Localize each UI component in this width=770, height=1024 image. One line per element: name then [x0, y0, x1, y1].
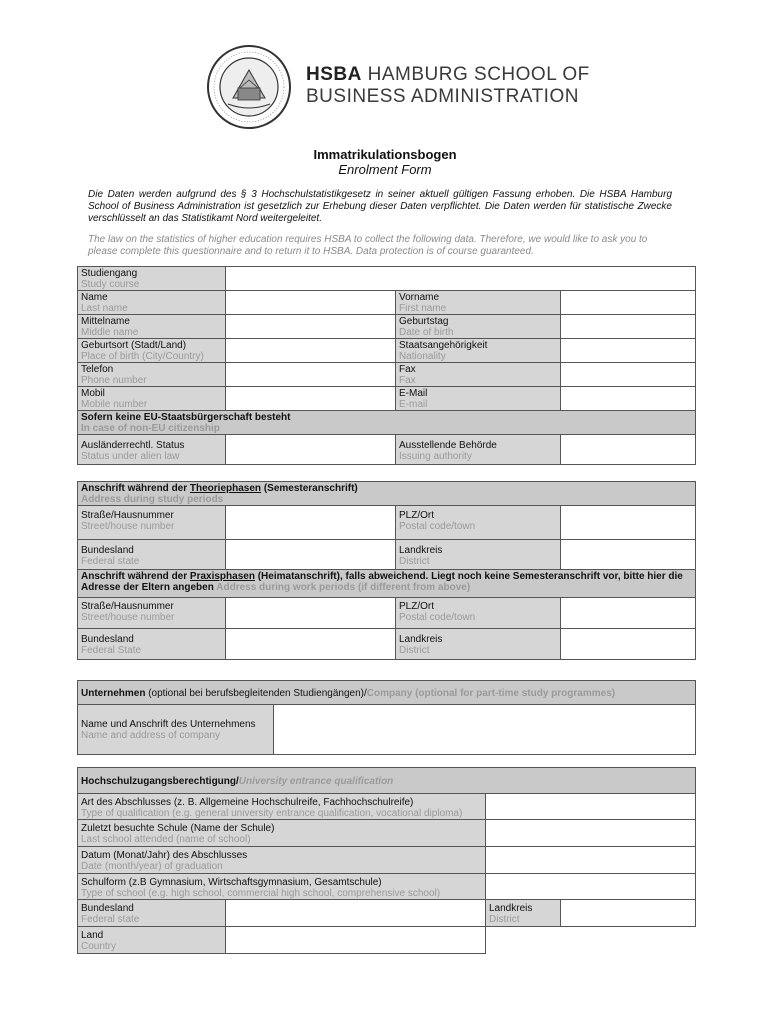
street-label: Straße/Hausnummer Street/house number [78, 506, 226, 540]
district2-field[interactable] [561, 629, 696, 660]
issuing-authority-label: Ausstellende Behörde Issuing authority [396, 435, 561, 465]
form-title-english: Enrolment Form [338, 162, 432, 177]
graduation-date-field[interactable] [486, 847, 696, 874]
company-section-header: Unternehmen (optional bei berufsbegleitenden Studiengängen)/Company (optional for part-time study programmes) [78, 681, 696, 705]
birthday-field[interactable] [561, 315, 696, 339]
company-name-field[interactable] [274, 705, 696, 755]
company-name-label: Name und Anschrift des Unternehmens Name and address of company [78, 705, 274, 755]
phone-field[interactable] [226, 363, 396, 387]
fax-field[interactable] [561, 363, 696, 387]
street-field[interactable] [226, 506, 396, 540]
state2-field[interactable] [226, 629, 396, 660]
graduation-date-label: Datum (Monat/Jahr) des Abschlusses Date (month/year) of graduation [78, 847, 486, 874]
state-field[interactable] [226, 540, 396, 570]
alien-status-field[interactable] [226, 435, 396, 465]
empty-area [486, 927, 696, 954]
district2-label: Landkreis District [396, 629, 561, 660]
personal-data-table [77, 266, 696, 465]
nationality-field[interactable] [561, 339, 696, 363]
nationality-label: Staatsangehörigkeit Nationality [396, 339, 561, 363]
mobile-label: Mobil Mobile number [78, 387, 226, 411]
email-field[interactable] [561, 387, 696, 411]
intro-text-german: Die Daten werden aufgrund des § 3 Hochschulstatistikgesetz in seiner aktuell gültigen Fassung erhoben. Die HSBA Hamburg School of Business Administration ist gesetzlich zur Erhebung dieser Daten verpflichtet. Die Daten werden für statistische Zwecke verschlüsselt an das Statistikamt Nord weitergeleitet. [88, 189, 672, 224]
birthday-label: Geburtstag Date of birth [396, 315, 561, 339]
theory-address-header: Anschrift während der Theoriephasen (Semesteranschrift) Address during study periods [78, 482, 696, 506]
zip-town2-label: PLZ/Ort Postal code/town [396, 598, 561, 629]
address-table [77, 481, 696, 660]
entrance-qualification-table [77, 767, 696, 954]
school-country-field[interactable] [226, 927, 486, 954]
school-district-field[interactable] [561, 900, 696, 927]
zip-town-label: PLZ/Ort Postal code/town [396, 506, 561, 540]
zip-town-field[interactable] [561, 506, 696, 540]
company-table [77, 680, 696, 755]
non-eu-section-header: Sofern keine EU-Staatsbürgerschaft besteht In case of non-EU citizenship [78, 411, 696, 435]
brand-name-line2: BUSINESS ADMINISTRATION [306, 86, 579, 107]
birthplace-label: Geburtsort (Stadt/Land) Place of birth (City/Country) [78, 339, 226, 363]
zip-town2-field[interactable] [561, 598, 696, 629]
hsba-seal-logo [206, 44, 292, 130]
middle-name-field[interactable] [226, 315, 396, 339]
brand-name-line1: HSBA HAMBURG SCHOOL OF [306, 64, 590, 85]
street2-field[interactable] [226, 598, 396, 629]
study-course-field[interactable] [226, 267, 696, 291]
middle-name-label: Mittelname Middle name [78, 315, 226, 339]
practice-address-header: Anschrift während der Praxisphasen (Heimatanschrift), falls abweichend. Liegt noch keine Semesteranschrift vor, bitte hier die Adresse der Eltern angeben Address during work periods (if different from above) [78, 570, 696, 598]
alien-status-label: Ausländerrechtl. Status Status under alien law [78, 435, 226, 465]
degree-type-field[interactable] [486, 794, 696, 820]
mobile-field[interactable] [226, 387, 396, 411]
fax-label: Fax Fax [396, 363, 561, 387]
page-header [200, 44, 590, 134]
phone-label: Telefon Phone number [78, 363, 226, 387]
school-type-label: Schulform (z.B Gymnasium, Wirtschaftsgymnasium, Gesamtschule) Type of school (e.g. high school, commercial high school, comprehensive school) [78, 874, 486, 900]
degree-type-label: Art des Abschlusses (z. B. Allgemeine Hochschulreife, Fachhochschulreife) Type of qualification (e.g. general university entrance qualification, vocational diploma) [78, 794, 486, 820]
form-title-german: Immatrikulationsbogen [313, 147, 457, 162]
issuing-authority-field[interactable] [561, 435, 696, 465]
street2-label: Straße/Hausnummer Street/house number [78, 598, 226, 629]
study-course-label: Studiengang Study course [78, 267, 226, 291]
intro-text-english: The law on the statistics of higher education requires HSBA to collect the following data. Therefore, we would like to ask you to please complete this questionnaire and to return it to HSBA. Data protection is of course guaranteed. [88, 234, 648, 257]
state2-label: Bundesland Federal State [78, 629, 226, 660]
school-type-field[interactable] [486, 874, 696, 900]
last-school-label: Zuletzt besuchte Schule (Name der Schule) Last school attended (name of school) [78, 820, 486, 847]
school-country-label: Land Country [78, 927, 226, 954]
school-district-label: Landkreis District [486, 900, 561, 927]
district-field[interactable] [561, 540, 696, 570]
last-name-label: Name Last name [78, 291, 226, 315]
first-name-label: Vorname First name [396, 291, 561, 315]
school-state-label: Bundesland Federal state [78, 900, 226, 927]
last-name-field[interactable] [226, 291, 396, 315]
birthplace-field[interactable] [226, 339, 396, 363]
district-label: Landkreis District [396, 540, 561, 570]
last-school-field[interactable] [486, 820, 696, 847]
state-label: Bundesland Federal state [78, 540, 226, 570]
email-label: E-Mail E-mail [396, 387, 561, 411]
first-name-field[interactable] [561, 291, 696, 315]
entrance-section-header: Hochschulzugangsberechtigung/University entrance qualification [78, 768, 696, 794]
school-state-field[interactable] [226, 900, 486, 927]
